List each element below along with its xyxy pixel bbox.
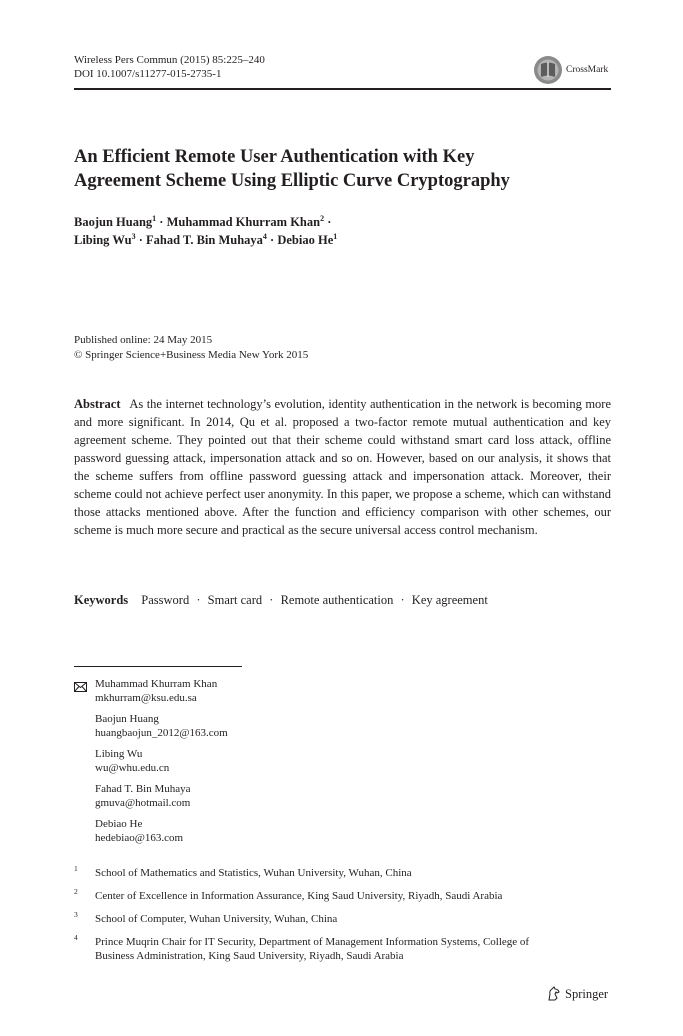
contact-entry: [95, 783, 228, 810]
author-separator: ·: [159, 215, 164, 229]
author-affiliation-mark: 2: [320, 213, 325, 223]
footnote-rule: [74, 666, 242, 667]
affiliation-number: 2: [74, 887, 78, 896]
affiliation-number: 3: [74, 910, 78, 919]
crossmark-icon: [533, 55, 563, 85]
affiliation-text: Prince Muqrin Chair for IT Security, Department of Management Information Systems, College of: [95, 936, 530, 948]
title-line-1: An Efficient Remote User Authentication with Key: [74, 147, 475, 167]
author-line-1: [74, 213, 337, 231]
contact-name: Libing Wu: [95, 748, 143, 760]
author-separator: ·: [327, 215, 332, 229]
author-affiliation-mark: 1: [333, 231, 338, 241]
abstract-text: As the internet technology’s evolution, identity authentication in the network is becoming more and more significant. In 2014, Qu et al. proposed a two-factor remote mutual authentication and key agreement scheme. They pointed out that their scheme could withstand smart card loss attack, offline password guessing attack, impersonation attack and so on. However, based on our analysis, it shows that the scheme suffers from offline password guessing attack and impersonation attack. Moreover, their scheme could not achieve perfect user anonymity. In this paper, we propose a scheme, which can withstand those attacks mentioned above. After the function and efficiency comparison with other schemes, our scheme is much more secure and practical as the secure universal access control mechanism.: [74, 397, 612, 537]
published-date: Published online: 24 May 2015: [74, 334, 213, 346]
contact-email[interactable]: huangbaojun_2012@163.com: [95, 726, 228, 739]
contact-name: Debiao He: [95, 818, 143, 830]
author-name[interactable]: Fahad T. Bin Muhaya: [145, 233, 263, 247]
author-name[interactable]: Libing Wu: [74, 233, 132, 247]
crossmark-label: CrossMark: [566, 65, 609, 75]
affiliation-item: [74, 935, 614, 963]
corresponding-contacts: [95, 678, 228, 853]
journal-citation: Wireless Pers Commun (2015) 85:225–240: [74, 54, 265, 66]
springer-horse-icon: [546, 986, 562, 1002]
crossmark-badge[interactable]: [533, 55, 608, 85]
abstract: [74, 395, 611, 539]
author-name[interactable]: Baojun Huang: [74, 215, 153, 229]
affiliation-text: School of Mathematics and Statistics, Wuhan University, Wuhan, China: [95, 867, 412, 879]
envelope-icon: [74, 679, 87, 697]
doi[interactable]: DOI 10.1007/s11277-015-2735-1: [74, 68, 222, 80]
contact-email[interactable]: wu@whu.edu.cn: [95, 761, 170, 774]
abstract-label: Abstract: [74, 397, 121, 411]
affiliation-text: Center of Excellence in Information Assurance, King Saud University, Riyadh, Saudi Arabia: [95, 890, 503, 902]
author-separator: ·: [138, 233, 143, 247]
keywords: [74, 591, 488, 609]
author-name[interactable]: Debiao He: [277, 233, 334, 247]
author-affiliation-mark: 3: [131, 231, 136, 241]
contact-email[interactable]: mkhurram@ksu.edu.sa: [95, 691, 197, 704]
publication-info: [74, 333, 308, 363]
affiliation-number: 4: [74, 933, 78, 942]
contact-name: Fahad T. Bin Muhaya: [95, 783, 191, 795]
keyword-separator: ·: [400, 593, 405, 607]
contact-email[interactable]: gmuva@hotmail.com: [95, 796, 191, 809]
affiliation-number: 1: [74, 864, 78, 873]
author-separator: ·: [270, 233, 275, 247]
author-affiliation-mark: 4: [262, 231, 267, 241]
affiliation-item: [74, 866, 614, 880]
contact-entry: [95, 748, 228, 775]
affiliations: [74, 866, 614, 972]
affiliation-item: [74, 889, 614, 903]
keyword-separator: ·: [269, 593, 274, 607]
author-affiliation-mark: 1: [152, 213, 157, 223]
affiliation-text: School of Computer, Wuhan University, Wuhan, China: [95, 913, 338, 925]
keyword-separator: ·: [196, 593, 201, 607]
keyword: Password: [141, 593, 190, 607]
author-name[interactable]: Muhammad Khurram Khan: [166, 215, 321, 229]
contact-name: Muhammad Khurram Khan: [95, 678, 218, 690]
contact-entry: [95, 818, 228, 845]
publisher-name: Springer: [565, 986, 609, 1001]
affiliation-text: Business Administration, King Saud University, Riyadh, Saudi Arabia: [95, 950, 404, 962]
author-line-2: [74, 231, 337, 249]
contact-entry: [95, 713, 228, 740]
keyword: Key agreement: [411, 593, 488, 607]
keywords-label: Keywords: [74, 593, 129, 607]
copyright-notice: © Springer Science+Business Media New York 2015: [74, 349, 309, 361]
contact-entry: [95, 678, 228, 705]
keyword: Remote authentication: [280, 593, 394, 607]
title-line-2: Agreement Scheme Using Elliptic Curve Cryptography: [74, 171, 510, 191]
affiliation-item: [74, 912, 614, 926]
contact-email[interactable]: hedebiao@163.com: [95, 831, 184, 844]
author-list: [74, 213, 337, 249]
contact-name: Baojun Huang: [95, 713, 159, 725]
springer-logo: [546, 986, 608, 1002]
keyword: Smart card: [207, 593, 263, 607]
paper-title: [74, 145, 614, 193]
header-rule: [74, 88, 611, 90]
